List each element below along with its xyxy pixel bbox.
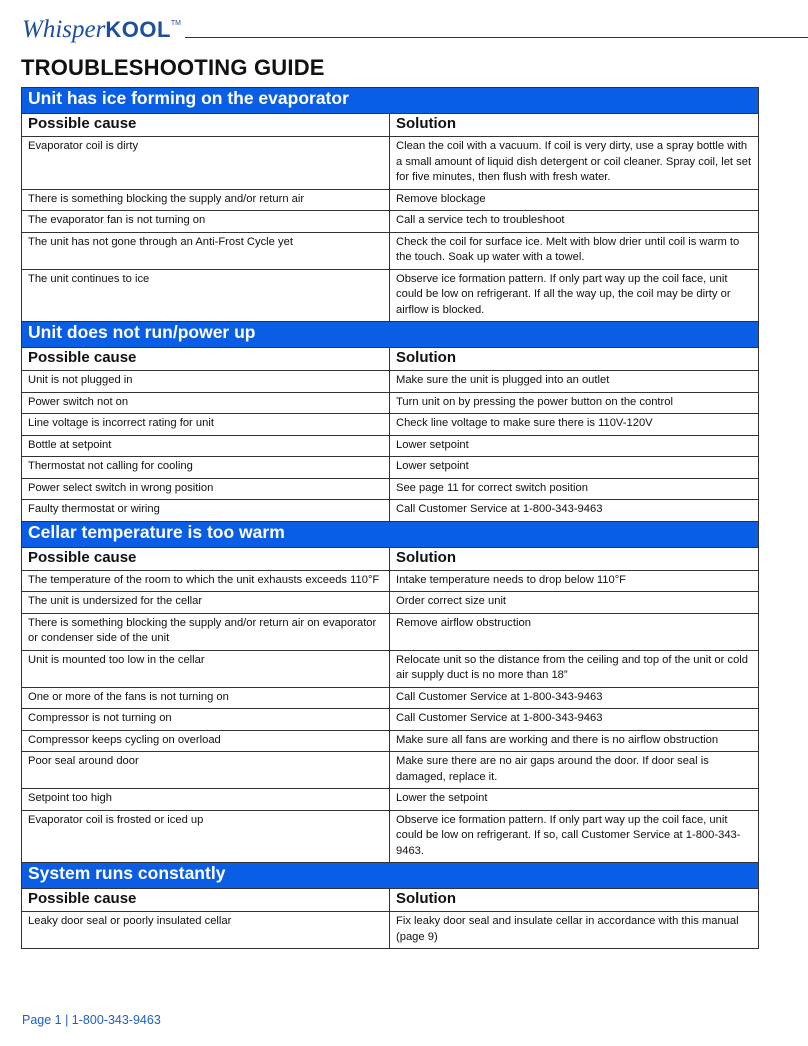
section-title: Unit does not run/power up xyxy=(22,322,759,348)
table-row xyxy=(22,371,759,393)
cause-cell: Line voltage is incorrect rating for unit xyxy=(22,414,390,436)
table-row xyxy=(22,570,759,592)
section-header xyxy=(22,863,759,889)
table-row xyxy=(22,650,759,687)
cause-cell: Unit is mounted too low in the cellar xyxy=(22,650,390,687)
table-row xyxy=(22,137,759,190)
solution-cell: Check the coil for surface ice. Melt with blow drier until coil is warm to the touch. Soak up water with a towel. xyxy=(390,232,759,269)
cause-cell: Faulty thermostat or wiring xyxy=(22,500,390,522)
table-row xyxy=(22,789,759,811)
table-row xyxy=(22,810,759,863)
solution-cell: Make sure the unit is plugged into an outlet xyxy=(390,371,759,393)
column-header-cause: Possible cause xyxy=(22,889,390,912)
table-row xyxy=(22,392,759,414)
table-row xyxy=(22,232,759,269)
cause-cell: Leaky door seal or poorly insulated cellar xyxy=(22,912,390,949)
solution-cell: Observe ice formation pattern. If only part way up the coil face, unit could be low on refrigerant. If all the way up, the coil may be dirty or airflow is blocked. xyxy=(390,269,759,322)
cause-cell: Bottle at setpoint xyxy=(22,435,390,457)
section-title: System runs constantly xyxy=(22,863,759,889)
column-header-row xyxy=(22,889,759,912)
page-footer: Page 1 | 1-800-343-9463 xyxy=(22,1013,161,1027)
table-row xyxy=(22,912,759,949)
section-title: Unit has ice forming on the evaporator xyxy=(22,88,759,114)
solution-cell: Fix leaky door seal and insulate cellar in accordance with this manual (page 9) xyxy=(390,912,759,949)
brand-tm: TM xyxy=(170,20,181,27)
cause-cell: The unit continues to ice xyxy=(22,269,390,322)
solution-cell: Turn unit on by pressing the power button on the control xyxy=(390,392,759,414)
solution-cell: Make sure there are no air gaps around the door. If door seal is damaged, replace it. xyxy=(390,752,759,789)
column-header-row xyxy=(22,348,759,371)
section-title: Cellar temperature is too warm xyxy=(22,521,759,547)
table-row xyxy=(22,500,759,522)
table-row xyxy=(22,709,759,731)
solution-cell: Lower the setpoint xyxy=(390,789,759,811)
cause-cell: The evaporator fan is not turning on xyxy=(22,211,390,233)
cause-cell: Compressor keeps cycling on overload xyxy=(22,730,390,752)
solution-cell: Remove airflow obstruction xyxy=(390,613,759,650)
table-row xyxy=(22,269,759,322)
cause-cell: Thermostat not calling for cooling xyxy=(22,457,390,479)
column-header-row xyxy=(22,547,759,570)
table-row xyxy=(22,435,759,457)
cause-cell: Unit is not plugged in xyxy=(22,371,390,393)
solution-cell: Call Customer Service at 1-800-343-9463 xyxy=(390,709,759,731)
section-header xyxy=(22,322,759,348)
cause-cell: The temperature of the room to which the unit exhausts exceeds 110°F xyxy=(22,570,390,592)
cause-cell: Evaporator coil is dirty xyxy=(22,137,390,190)
troubleshooting-table xyxy=(21,87,759,949)
cause-cell: There is something blocking the supply and/or return air on evaporator or condenser side of the unit xyxy=(22,613,390,650)
solution-cell: Check line voltage to make sure there is 110V-120V xyxy=(390,414,759,436)
page-title: TROUBLESHOOTING GUIDE xyxy=(21,55,325,80)
table-row xyxy=(22,687,759,709)
section-header xyxy=(22,88,759,114)
cause-cell: Power select switch in wrong position xyxy=(22,478,390,500)
table-row xyxy=(22,592,759,614)
cause-cell: Evaporator coil is frosted or iced up xyxy=(22,810,390,863)
table-row xyxy=(22,478,759,500)
solution-cell: Observe ice formation pattern. If only part way up the coil face, unit could be low on refrigerant. If so, call Customer Service at 1-800-343-9463. xyxy=(390,810,759,863)
column-header-row xyxy=(22,114,759,137)
solution-cell: Lower setpoint xyxy=(390,435,759,457)
column-header-solution: Solution xyxy=(390,547,759,570)
brand-logo xyxy=(22,16,181,46)
column-header-cause: Possible cause xyxy=(22,547,390,570)
table-row xyxy=(22,457,759,479)
solution-cell: Call Customer Service at 1-800-343-9463 xyxy=(390,687,759,709)
cause-cell: Compressor is not turning on xyxy=(22,709,390,731)
cause-cell: The unit is undersized for the cellar xyxy=(22,592,390,614)
column-header-cause: Possible cause xyxy=(22,348,390,371)
column-header-solution: Solution xyxy=(390,348,759,371)
table-row xyxy=(22,189,759,211)
column-header-solution: Solution xyxy=(390,889,759,912)
section-header xyxy=(22,521,759,547)
solution-cell: Remove blockage xyxy=(390,189,759,211)
cause-cell: There is something blocking the supply and/or return air xyxy=(22,189,390,211)
cause-cell: Poor seal around door xyxy=(22,752,390,789)
solution-cell: Call Customer Service at 1-800-343-9463 xyxy=(390,500,759,522)
table-row xyxy=(22,211,759,233)
table-row xyxy=(22,613,759,650)
solution-cell: Relocate unit so the distance from the ceiling and top of the unit or cold air supply duct is no more than 18” xyxy=(390,650,759,687)
solution-cell: Clean the coil with a vacuum. If coil is very dirty, use a spray bottle with a small amount of liquid dish detergent or coil cleaner. Spray coil, let set for five minutes, then flush with fresh water. xyxy=(390,137,759,190)
column-header-solution: Solution xyxy=(390,114,759,137)
cause-cell: One or more of the fans is not turning on xyxy=(22,687,390,709)
solution-cell: Make sure all fans are working and there is no airflow obstruction xyxy=(390,730,759,752)
cause-cell: The unit has not gone through an Anti-Frost Cycle yet xyxy=(22,232,390,269)
brand-script: Whisper xyxy=(22,16,106,43)
solution-cell: Intake temperature needs to drop below 110°F xyxy=(390,570,759,592)
header-rule xyxy=(185,37,808,38)
solution-cell: Lower setpoint xyxy=(390,457,759,479)
solution-cell: See page 11 for correct switch position xyxy=(390,478,759,500)
column-header-cause: Possible cause xyxy=(22,114,390,137)
cause-cell: Power switch not on xyxy=(22,392,390,414)
solution-cell: Call a service tech to troubleshoot xyxy=(390,211,759,233)
table-row xyxy=(22,752,759,789)
cause-cell: Setpoint too high xyxy=(22,789,390,811)
brand-bold: KOOL xyxy=(105,17,171,42)
table-row xyxy=(22,730,759,752)
table-row xyxy=(22,414,759,436)
solution-cell: Order correct size unit xyxy=(390,592,759,614)
